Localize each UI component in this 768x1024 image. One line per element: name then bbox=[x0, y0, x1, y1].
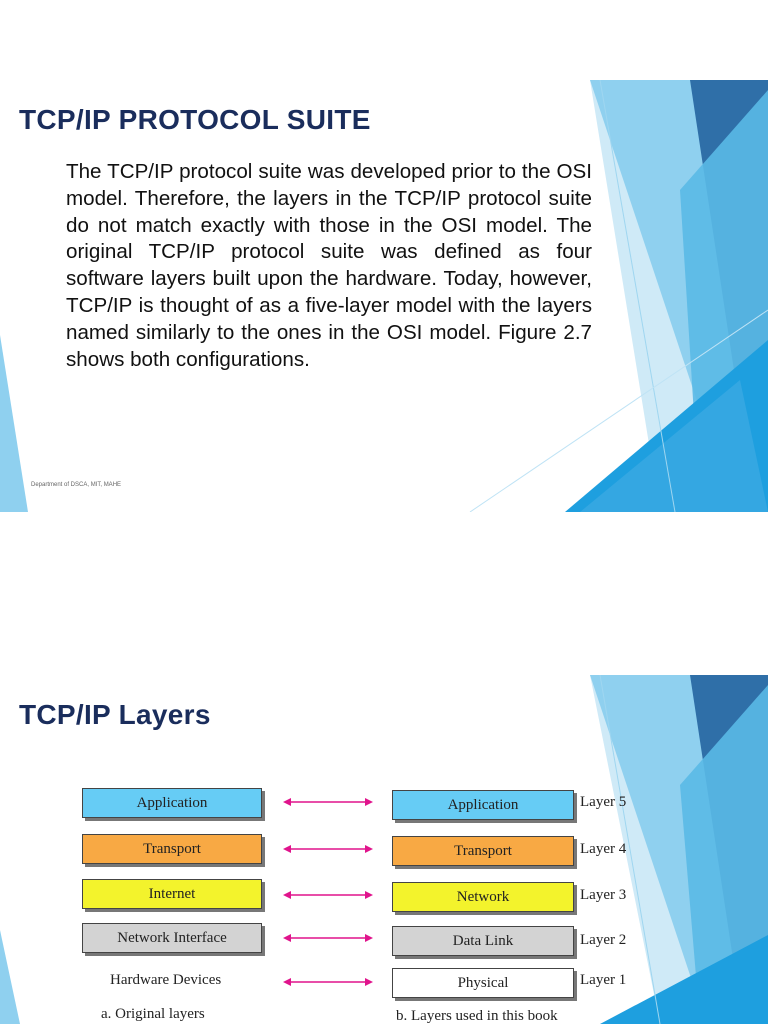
layer-label: Physical bbox=[457, 974, 509, 991]
double-arrow-icon bbox=[283, 889, 373, 901]
original-layer-network-interface bbox=[82, 923, 262, 953]
original-layer-hardware-devices: Hardware Devices bbox=[110, 972, 222, 988]
book-layer-data-link bbox=[392, 926, 574, 956]
slide-title: TCP/IP Layers bbox=[19, 699, 211, 730]
original-layer-internet bbox=[82, 879, 262, 909]
double-arrow-icon bbox=[283, 932, 373, 944]
book-layer-application bbox=[392, 790, 574, 820]
caption-original-layers: a. Original layers bbox=[101, 1006, 205, 1022]
layer-label: Application bbox=[136, 794, 208, 811]
slide-tcpip-layers bbox=[0, 675, 768, 1024]
book-layer-physical bbox=[392, 968, 574, 998]
double-arrow-icon bbox=[283, 843, 373, 855]
layer-number-4: Layer 4 bbox=[580, 841, 627, 857]
layer-number-2: Layer 2 bbox=[580, 932, 627, 948]
layer-label: Application bbox=[447, 796, 519, 813]
deco-left-panel bbox=[0, 335, 28, 512]
layer-label: Internet bbox=[148, 885, 196, 902]
original-layer-application bbox=[82, 788, 262, 818]
layer-label: Network bbox=[456, 888, 510, 905]
slide-title: TCP/IP PROTOCOL SUITE bbox=[19, 104, 371, 135]
layer-label: Data Link bbox=[452, 932, 514, 949]
deco-left-panel bbox=[0, 930, 20, 1024]
layer-number-5: Layer 5 bbox=[580, 794, 627, 810]
double-arrow-icon bbox=[283, 976, 373, 988]
layer-number-3: Layer 3 bbox=[580, 887, 627, 903]
caption-book-layers: b. Layers used in this book bbox=[396, 1008, 558, 1024]
book-layer-network bbox=[392, 882, 574, 912]
double-arrow-icon bbox=[283, 796, 373, 808]
layer-label: Transport bbox=[454, 842, 512, 859]
layer-label: Network Interface bbox=[117, 929, 227, 946]
slide-tcpip-protocol-suite bbox=[0, 80, 768, 512]
layer-number-1: Layer 1 bbox=[580, 972, 627, 988]
book-layer-transport bbox=[392, 836, 574, 866]
layer-label: Transport bbox=[143, 840, 201, 857]
slide-body-text: The TCP/IP protocol suite was developed prior to the OSI model. Therefore, the layers in the TCP/IP protocol suite do not match exactly with those in the OSI model. The original TCP/IP protocol suite was defined as four software layers built upon the hardware. Today, however, TCP/IP is thought of as a five-layer model with the layers named similarly to the ones in the OSI model. Figure 2.7 shows both configurations. bbox=[66, 160, 592, 371]
slide-footer: Department of DSCA, MIT, MAHE bbox=[31, 482, 122, 488]
original-layer-transport bbox=[82, 834, 262, 864]
